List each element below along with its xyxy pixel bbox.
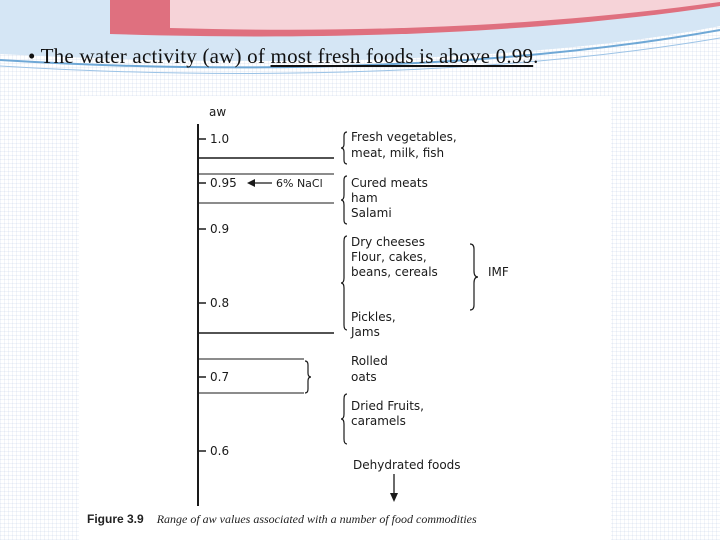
nacl-arrow [247, 179, 272, 187]
food-dried-line1: Dried Fruits, [351, 399, 424, 413]
axis-ticks [198, 132, 237, 458]
food-dehydrated-line1: Dehydrated foods [353, 458, 461, 472]
brace-fresh [341, 132, 347, 164]
bullet-text-plain: The water activity (aw) of [40, 44, 266, 68]
tick-label-0-7: 0.7 [210, 370, 230, 384]
food-fresh-line1: Fresh vegetables, [351, 130, 457, 144]
food-cheese-line2: Flour, cakes, [351, 250, 427, 264]
bullet-point [28, 44, 708, 69]
tick-label-0-8: 0.8 [210, 296, 230, 310]
bullet-symbol: • [28, 44, 36, 68]
caption-text: Range of aw values associated with a number of food commodities [156, 512, 477, 526]
bullet-text-end: . [533, 44, 539, 68]
tick-label-0-9: 0.9 [210, 222, 230, 236]
brace-oats [305, 361, 311, 393]
food-cured-line2: ham [351, 191, 378, 205]
brace-dried [341, 394, 347, 444]
food-oats-line2: oats [351, 370, 377, 384]
food-cured-line3: Salami [351, 206, 392, 220]
aw-diagram [79, 96, 611, 540]
bullet-text-underlined: most fresh foods is above 0.99 [270, 44, 534, 68]
tick-label-1-0: 1.0 [210, 132, 230, 146]
brace-imf [470, 244, 478, 310]
nacl-label: 6% NaCl [276, 177, 323, 190]
down-arrow-icon [390, 474, 398, 502]
imf-label: IMF [488, 265, 509, 279]
food-fresh-line2: meat, milk, fish [351, 146, 445, 160]
brace-cheese [341, 236, 347, 330]
figure-caption [87, 512, 607, 527]
range-lines [198, 158, 334, 393]
food-pickles-line2: Jams [351, 325, 380, 339]
food-labels [350, 130, 461, 472]
tick-label-0-95: 0.95 [210, 176, 237, 190]
figure-panel [79, 96, 611, 540]
food-oats-line1: Rolled [351, 354, 388, 368]
food-cheese-line1: Dry cheeses [351, 235, 425, 249]
food-dried-line2: caramels [351, 414, 406, 428]
brace-cured [341, 176, 347, 224]
food-cured-line1: Cured meats [351, 176, 428, 190]
tick-label-0-6: 0.6 [210, 444, 230, 458]
caption-number: Figure 3.9 [87, 512, 144, 526]
axis-label: aw [209, 105, 227, 119]
food-cheese-line3: beans, cereals [351, 265, 438, 279]
food-pickles-line1: Pickles, [351, 310, 396, 324]
